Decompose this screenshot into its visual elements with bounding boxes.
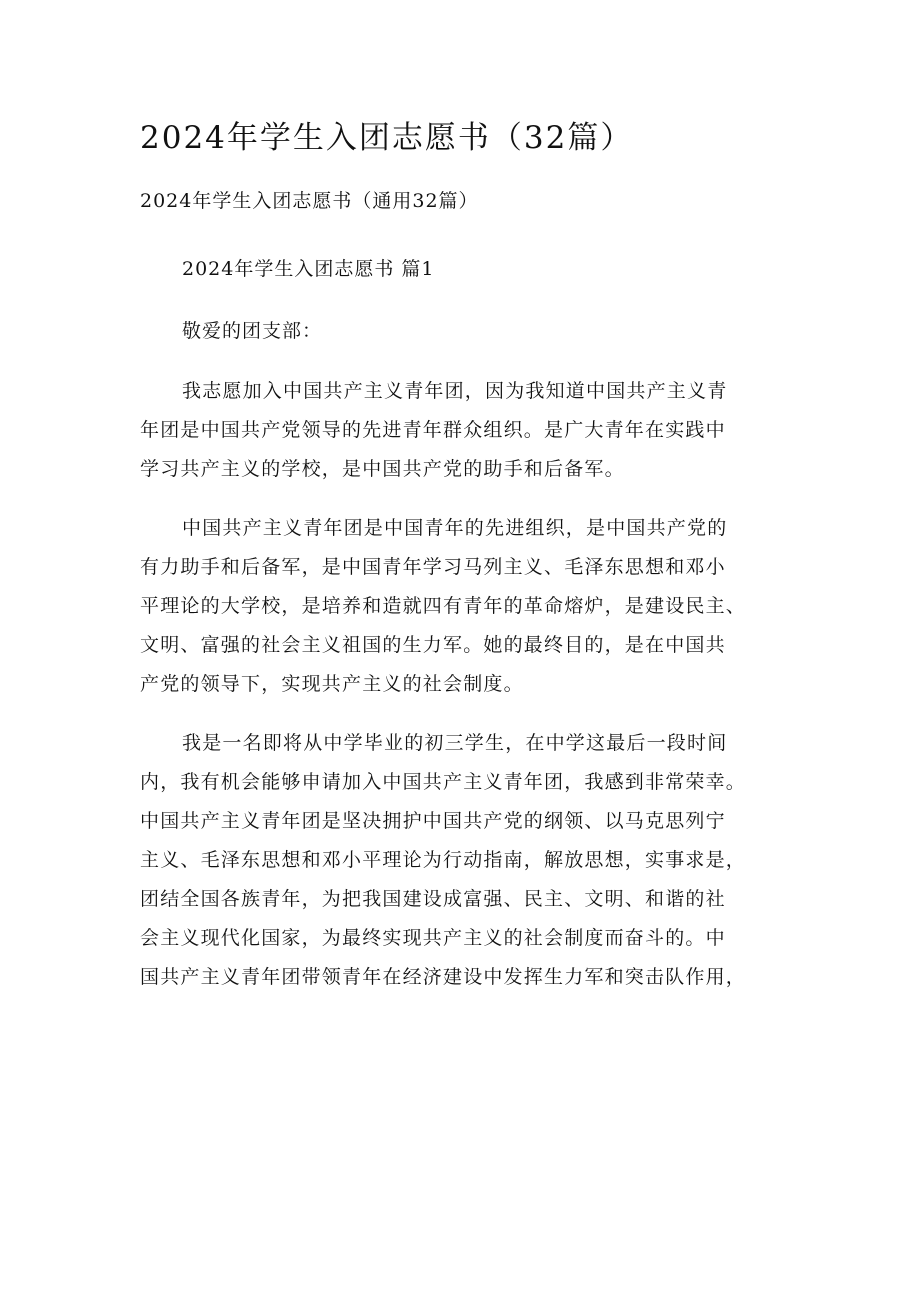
paragraph-line: 内，我有机会能够申请加入中国共产主义青年团，我感到非常荣幸。 [140,771,747,793]
salutation: 敬爱的团支部： [182,320,323,342]
paragraph-line: 中国共产主义青年团是坚决拥护中国共产党的纲领、以马克思列宁 [140,810,726,832]
paragraph-line: 年团是中国共产党领导的先进青年群众组织。是广大青年在实践中 [140,419,726,441]
paragraph-1 [140,372,800,489]
paragraph-line: 主义、毛泽东思想和邓小平理论为行动指南，解放思想，实事求是， [140,849,747,871]
paragraph-line: 文明、富强的社会主义祖国的生力军。她的最终目的，是在中国共 [140,634,726,656]
paragraph-line: 中国共产主义青年团是中国青年的先进组织，是中国共产党的 [182,517,728,539]
document-subtitle: 2024年学生入团志愿书（通用32篇） [140,190,479,212]
paragraph-line: 我志愿加入中国共产主义青年团，因为我知道中国共产主义青 [182,380,728,402]
paragraph-line: 会主义现代化国家，为最终实现共产主义的社会制度而奋斗的。中 [140,927,726,949]
paragraph-line: 团结全国各族青年，为把我国建设成富强、民主、文明、和谐的社 [140,888,726,910]
paragraph-line: 学习共产主义的学校，是中国共产党的助手和后备军。 [140,458,625,480]
paragraph-line: 国共产主义青年团带领青年在经济建设中发挥生力军和突击队作用， [140,966,747,988]
document-title: 2024年学生入团志愿书（32篇） [140,120,634,156]
paragraph-line: 平理论的大学校，是培养和造就四有青年的革命熔炉，是建设民主、 [140,595,747,617]
paragraph-3 [140,724,800,997]
paragraph-line: 我是一名即将从中学毕业的初三学生，在中学这最后一段时间 [182,732,728,754]
paragraph-line: 有力助手和后备军，是中国青年学习马列主义、毛泽东思想和邓小 [140,556,726,578]
section-heading: 2024年学生入团志愿书 篇1 [182,258,435,280]
paragraph-line: 产党的领导下，实现共产主义的社会制度。 [140,673,524,695]
paragraph-2 [140,509,800,704]
letter-body [140,372,800,1017]
